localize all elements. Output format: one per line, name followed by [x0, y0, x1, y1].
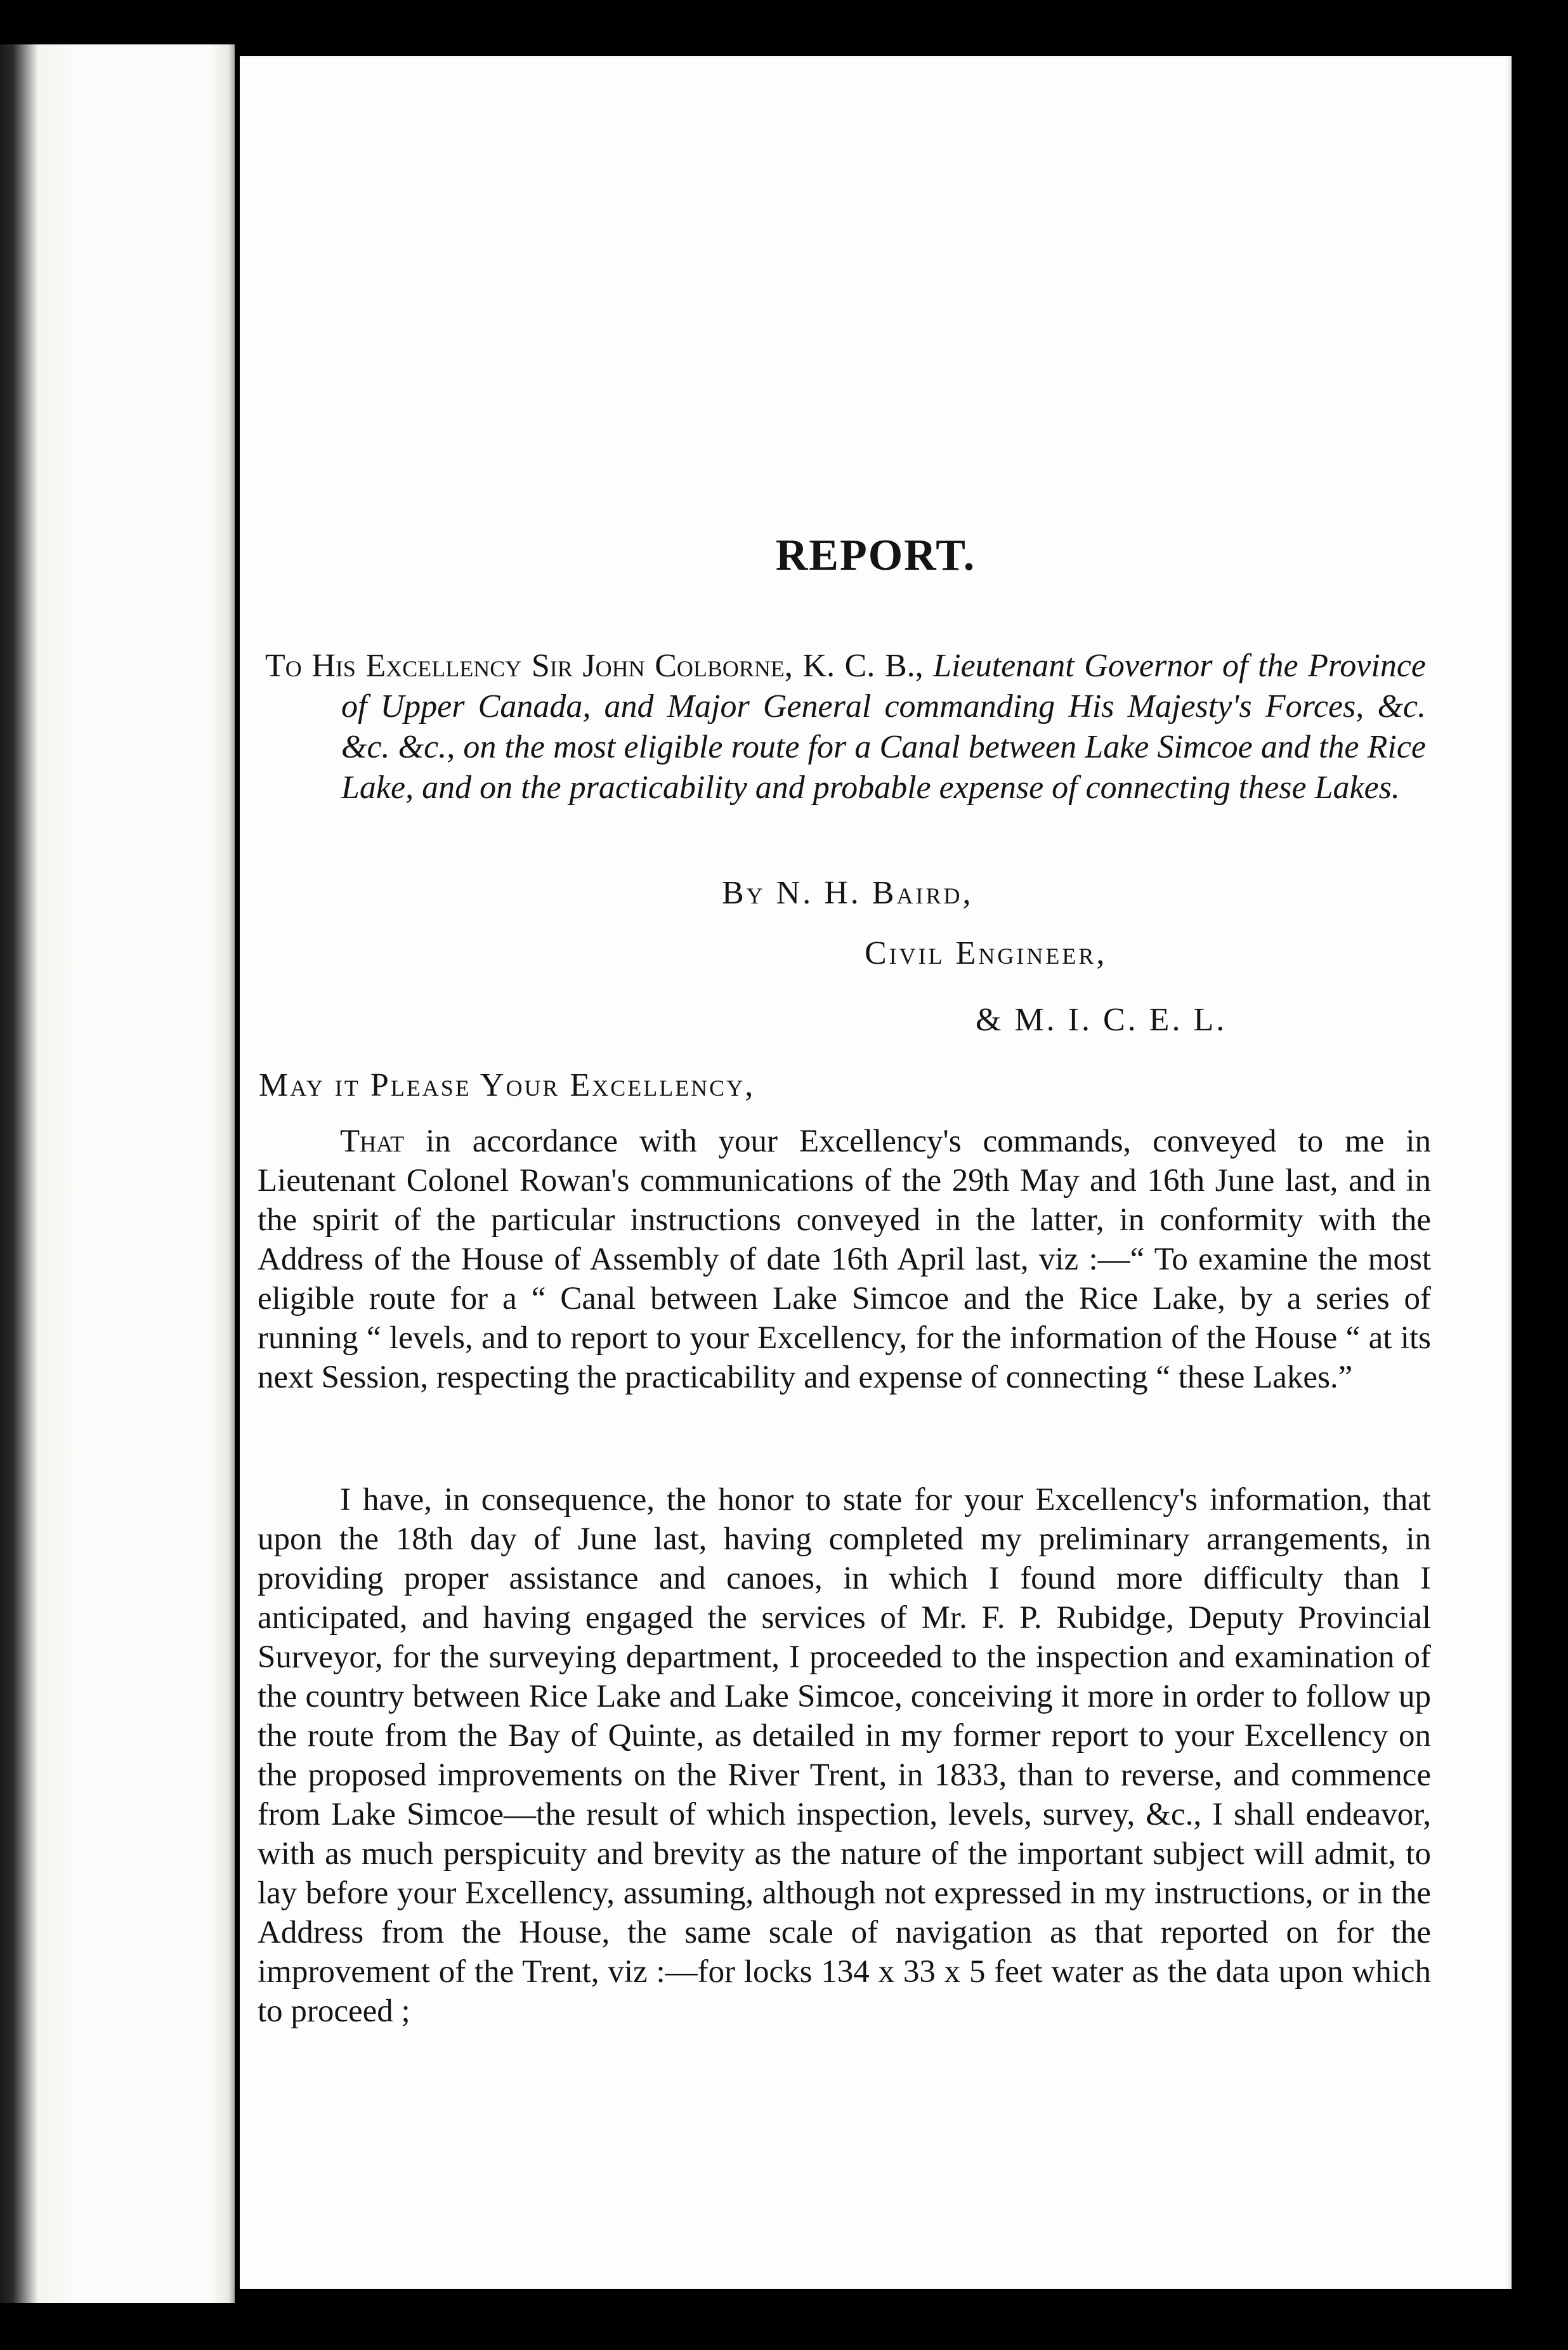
paragraph-1 [258, 1122, 1431, 1397]
paragraph-1-body: in accordance with your Excellency's commands, conveyed to me in Lieutenant Colonel Rowan's communications of the 29th May and 16th June last, and in the spirit of the particular instructions conveyed in the latter, in conformity with the Address of the House of Assembly of date 16th April last, viz :—“ To examine the most eligible route for a “ Canal between Lake Simcoe and the Rice Lake, by a series of running “ levels, and to report to your Excellency, for the information of the House “ at its next Session, respecting the practicability and expense of connecting “ these Lakes.” [258, 1124, 1431, 1395]
byline-credentials: & M. I. C. E. L. [976, 1002, 1227, 1038]
report-title: REPORT. [775, 531, 976, 580]
address-lead: To His Excellency Sir John Colborne, K. C. B., [265, 648, 924, 684]
paragraph-2: I have, in consequence, the honor to state for your Excellency's information, that upon the 18th day of June last, having completed my preliminary arrangements, in providing proper assistance and canoes, in which I found more difficulty than I anticipated, and having engaged the services of Mr. F. P. Rubidge, Deputy Provincial Surveyor, for the surveying department, I proceeded to the inspection and examination of the country between Rice Lake and Lake Simcoe, conceiving it more in order to follow up the route from the Bay of Quinte, as detailed in my former report to your Excellency on the proposed improvements on the River Trent, in 1833, than to reverse, and commence from Lake Simcoe—the result of which inspection, levels, survey, &c., I shall endeavor, with as much perspicuity and brevity as the nature of the important subject will admit, to lay before your Excellency, assuming, although not expressed in my instructions, or in the Address from the House, the same scale of navigation as that reported on for the improvement of the Trent, viz :—for locks 134 x 33 x 5 feet water as the data upon which to proceed ; [258, 1482, 1431, 2029]
previous-page-edge [0, 44, 235, 2303]
address-block [265, 646, 1426, 808]
salutation: May it Please Your Excellency, [259, 1067, 755, 1103]
address-body: Lieutenant Governor of the Province of Upper Canada, and Major General commanding His Majesty's Forces, &c. &c. &c., on the most eligible route for a Canal between Lake Simcoe and the Rice Lake, and on the practicability and probable expense of connecting these Lakes. [341, 648, 1426, 806]
document-page [240, 56, 1512, 2289]
byline-author: By N. H. Baird, [722, 875, 974, 911]
byline-profession: Civil Engineer, [865, 935, 1107, 971]
paragraph-1-lead: That [340, 1124, 405, 1159]
